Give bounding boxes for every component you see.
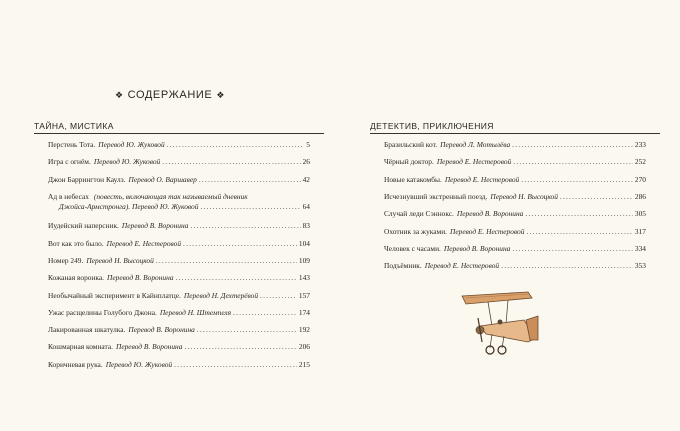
entry-page: 5 [306, 140, 310, 149]
entry-page: 317 [634, 227, 646, 236]
entry-title: Вот как это было. [48, 239, 104, 248]
entry-translator: Джойса-Армстронга). Перевод Ю. Жуковой [59, 202, 199, 211]
entry-translator: Перевод Е. Нестеровой [444, 175, 520, 184]
entry-translator: (повесть, включающая так называемый дневник [93, 192, 248, 201]
entry-title: Подъёмник. [384, 261, 422, 270]
entry-title: Ад в небесах [48, 192, 89, 201]
toc-entry[interactable] [48, 291, 310, 301]
section-heading-right: ДЕТЕКТИВ, ПРИКЛЮЧЕНИЯ [370, 121, 660, 131]
entry-translator: Перевод Н. Штемпеля [159, 308, 232, 317]
entry-page: 286 [634, 192, 646, 201]
leader-dots [156, 256, 297, 266]
entry-page: 215 [298, 360, 310, 369]
entry-translator: Перевод Ю. Жуковой [93, 157, 161, 166]
toc-entry[interactable] [48, 325, 310, 335]
entry-translator: Перевод Е. Нестеровой [106, 239, 182, 248]
entry-page: 64 [302, 202, 310, 211]
toc-entry[interactable] [384, 227, 646, 237]
entry-page: 109 [298, 256, 310, 265]
entry-page: 42 [302, 175, 310, 184]
toc-entry[interactable] [384, 175, 646, 185]
entry-translator: Перевод Н. Дехтерёвой [183, 291, 259, 300]
toc-entry[interactable] [384, 244, 646, 254]
toc-entry[interactable] [48, 342, 310, 352]
diamond-ornament-icon: ❖ [216, 90, 226, 100]
entry-page: 270 [634, 175, 646, 184]
toc-entry[interactable] [48, 140, 310, 150]
toc-entry[interactable] [384, 192, 646, 202]
leader-dots [521, 175, 633, 185]
leader-dots [197, 325, 297, 335]
contents-title-text: СОДЕРЖАНИЕ [127, 89, 213, 101]
entry-title: Коричневая рука. [48, 360, 103, 369]
leader-dots [175, 273, 296, 283]
leader-dots [512, 244, 633, 254]
entry-title: Джон Баррингтон Каулз. [48, 175, 126, 184]
entry-title: Лакированная шкатулка. [48, 325, 126, 334]
entry-title: Игра с огнём. [48, 157, 91, 166]
entry-title: Кошмарная комната. [48, 342, 113, 351]
leader-dots [174, 360, 297, 370]
entry-title: Перстень Тота. [48, 140, 96, 149]
entry-translator: Перевод В. Воронина [121, 221, 189, 230]
contents-title [0, 89, 340, 101]
entry-translator: Перевод Е. Нестеровой [450, 227, 525, 236]
entry-title: Номер 249. [48, 256, 84, 265]
toc-entry[interactable] [48, 360, 310, 370]
entry-translator: Перевод В. Воронина [128, 325, 195, 334]
toc-entry[interactable] [384, 261, 646, 271]
entry-page: 104 [298, 239, 310, 248]
leader-dots [200, 202, 300, 212]
entry-title: Охотник за жуками. [384, 227, 448, 236]
entry-title: Бразильский кот. [384, 140, 438, 149]
leader-dots [162, 157, 300, 167]
entry-translator: Перевод Е. Нестеровой [436, 157, 512, 166]
entry-translator: Перевод О. Варшавер [128, 175, 197, 184]
leader-dots [560, 192, 633, 202]
entry-translator: Перевод Л. Мотылёва [440, 140, 511, 149]
entry-translator: Перевод В. Воронина [115, 342, 183, 351]
leader-dots [233, 308, 297, 318]
entry-page: 252 [634, 157, 646, 166]
leader-dots [526, 227, 632, 237]
diamond-ornament-icon: ❖ [114, 90, 124, 100]
entry-title: Кожаная воронка. [48, 273, 105, 282]
entry-page: 143 [298, 273, 310, 282]
entry-title: Иудейский наперсник. [48, 221, 119, 230]
leader-dots [501, 261, 633, 271]
entry-title: Исчезнувший экстренный поезд. [384, 192, 488, 201]
entry-page: 305 [634, 209, 646, 218]
entry-translator: Перевод Н. Высоцкой [86, 256, 154, 265]
leader-dots [199, 175, 301, 185]
leader-dots [190, 221, 300, 231]
airplane-illustration-icon [458, 290, 540, 362]
toc-entry[interactable] [384, 140, 646, 150]
entry-page: 353 [634, 261, 646, 270]
toc-entry[interactable] [48, 157, 310, 167]
entry-title: Случай леди Сэннокс. [384, 209, 454, 218]
entry-page: 334 [634, 244, 646, 253]
entry-title: Необычайный эксперимент в Кайнплатце. [48, 291, 181, 300]
toc-entry[interactable] [48, 175, 310, 185]
leader-dots [260, 291, 297, 301]
entry-translator: Перевод Н. Высоцкой [490, 192, 558, 201]
toc-entry[interactable] [48, 256, 310, 266]
entry-page: 192 [298, 325, 310, 334]
entry-page: 233 [634, 140, 646, 149]
leader-dots [183, 239, 297, 249]
entry-page: 26 [302, 157, 310, 166]
toc-entry[interactable] [48, 221, 310, 231]
entry-page: 83 [302, 221, 310, 230]
entry-title: Ужас расщелины Голубого Джона. [48, 308, 157, 317]
leader-dots [525, 209, 633, 219]
entry-translator: Перевод В. Воронина [107, 273, 174, 282]
entry-page: 206 [298, 342, 310, 351]
toc-entry[interactable] [48, 192, 310, 212]
entry-title: Новые катакомбы. [384, 175, 442, 184]
entry-page: 174 [298, 308, 310, 317]
toc-entry[interactable] [384, 209, 646, 219]
section-heading-left: ТАЙНА, МИСТИКА [34, 121, 324, 131]
entry-translator: Перевод В. Воронина [456, 209, 524, 218]
toc-entry[interactable] [48, 239, 310, 249]
entry-title: Чёрный доктор. [384, 157, 434, 166]
entry-translator: Перевод Ю. Жуковой [105, 360, 173, 369]
leader-dots [184, 342, 297, 352]
entry-translator: Перевод Е. Нестеровой [424, 261, 500, 270]
entry-translator: Перевод В. Воронина [443, 244, 511, 253]
entry-page: 157 [298, 291, 310, 300]
leader-dots [167, 140, 305, 150]
toc-entry[interactable] [48, 308, 310, 318]
leader-dots [512, 140, 633, 150]
leader-dots [513, 157, 633, 167]
entry-title: Человек с часами. [384, 244, 441, 253]
toc-entry[interactable] [48, 273, 310, 283]
entry-translator: Перевод Ю. Жуковой [98, 140, 165, 149]
toc-entry[interactable] [384, 157, 646, 167]
